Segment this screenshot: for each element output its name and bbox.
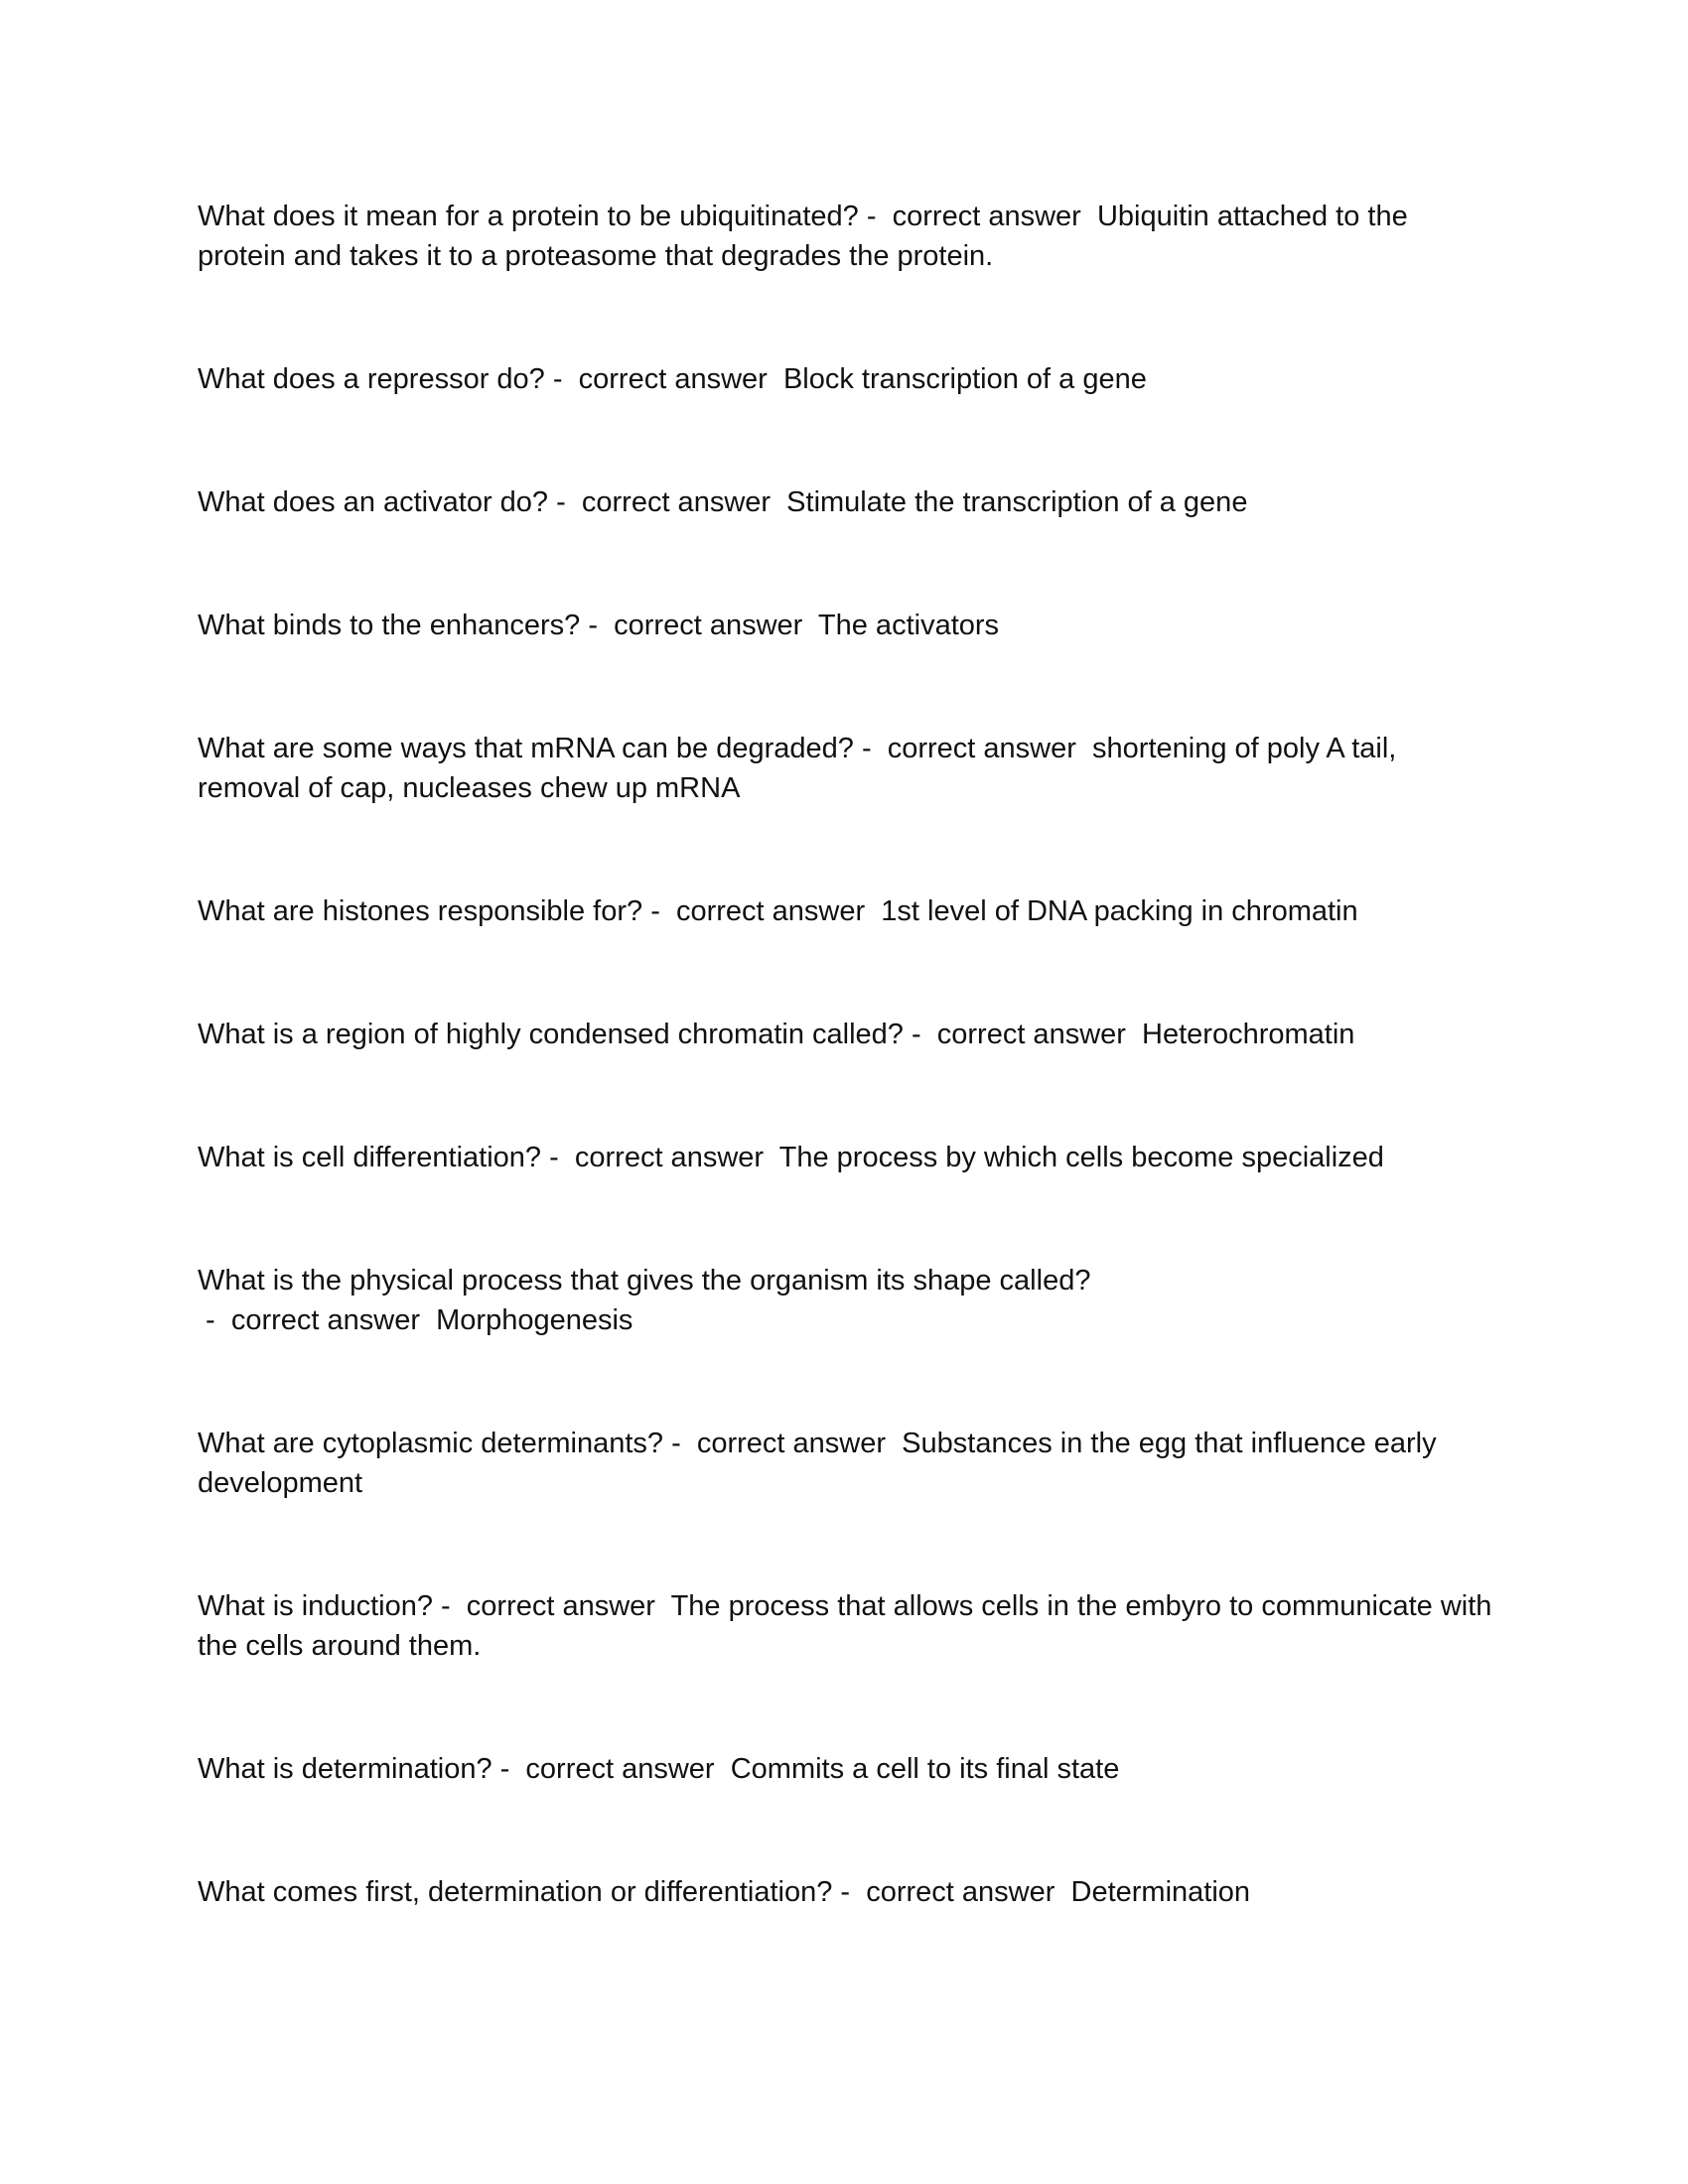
answer-separator: - correct answer (544, 363, 783, 395)
qa-item (198, 891, 1498, 931)
answer-text: The process that allows cells in the embyro to communicate with the cells around them. (198, 1590, 1492, 1662)
answer-separator: - correct answer (432, 1590, 671, 1622)
question-text: What are cytoplasmic determinants? (198, 1428, 664, 1459)
question-text: What is induction? (198, 1590, 433, 1622)
question-text: What does a repressor do? (198, 363, 545, 395)
qa-item (198, 1424, 1498, 1503)
question-text: What does an activator do? (198, 486, 549, 518)
qa-item (198, 1015, 1498, 1054)
qa-item (198, 1586, 1498, 1666)
qa-item (198, 729, 1498, 808)
question-text: What is cell differentiation? (198, 1142, 542, 1173)
qa-item (198, 359, 1498, 399)
answer-text: Morphogenesis (436, 1304, 633, 1336)
answer-separator: - correct answer (663, 1428, 903, 1459)
answer-text: Commits a cell to its final state (730, 1753, 1120, 1785)
qa-item (198, 1872, 1498, 1912)
answer-text: Heterochromatin (1142, 1019, 1355, 1050)
qa-item (198, 606, 1498, 645)
question-text: What does it mean for a protein to be ubiquitinated? (198, 201, 859, 232)
answer-separator: - correct answer (903, 1019, 1143, 1050)
question-text: What is determination? (198, 1753, 492, 1785)
qa-item (198, 482, 1498, 522)
answer-text: Substances in the egg that influence early development (198, 1428, 1437, 1499)
answer-text: shortening of poly A tail, removal of cap, nucleases chew up mRNA (198, 733, 1397, 804)
answer-text: Ubiquitin attached to the protein and takes it to a proteasome that degrades the protein. (198, 201, 1408, 272)
answer-separator: - correct answer (198, 1304, 437, 1336)
question-text: What are histones responsible for? (198, 895, 643, 927)
question-text: What are some ways that mRNA can be degraded? (198, 733, 854, 764)
answer-text: 1st level of DNA packing in chromatin (881, 895, 1358, 927)
qa-item (198, 1261, 1498, 1340)
answer-separator: - correct answer (853, 733, 1093, 764)
answer-separator: - correct answer (832, 1876, 1071, 1908)
answer-separator: - correct answer (642, 895, 882, 927)
answer-text: The process by which cells become specialized (778, 1142, 1384, 1173)
question-text: What is the physical process that gives the organism its shape called? (198, 1265, 1091, 1297)
qa-item (198, 197, 1498, 276)
answer-text: Stimulate the transcription of a gene (786, 486, 1248, 518)
answer-separator: - correct answer (858, 201, 1097, 232)
question-text: What is a region of highly condensed chromatin called? (198, 1019, 904, 1050)
qa-list (198, 197, 1498, 1995)
answer-text: Block transcription of a gene (782, 363, 1147, 395)
qa-item (198, 1138, 1498, 1177)
question-text: What binds to the enhancers? (198, 610, 581, 641)
question-text: What comes first, determination or differentiation? (198, 1876, 833, 1908)
answer-separator: - correct answer (580, 610, 818, 641)
qa-item (198, 1749, 1498, 1789)
answer-text: The activators (817, 610, 1000, 641)
answer-separator: - correct answer (492, 1753, 731, 1785)
answer-text: Determination (1070, 1876, 1251, 1908)
answer-separator: - correct answer (541, 1142, 779, 1173)
answer-separator: - correct answer (548, 486, 787, 518)
